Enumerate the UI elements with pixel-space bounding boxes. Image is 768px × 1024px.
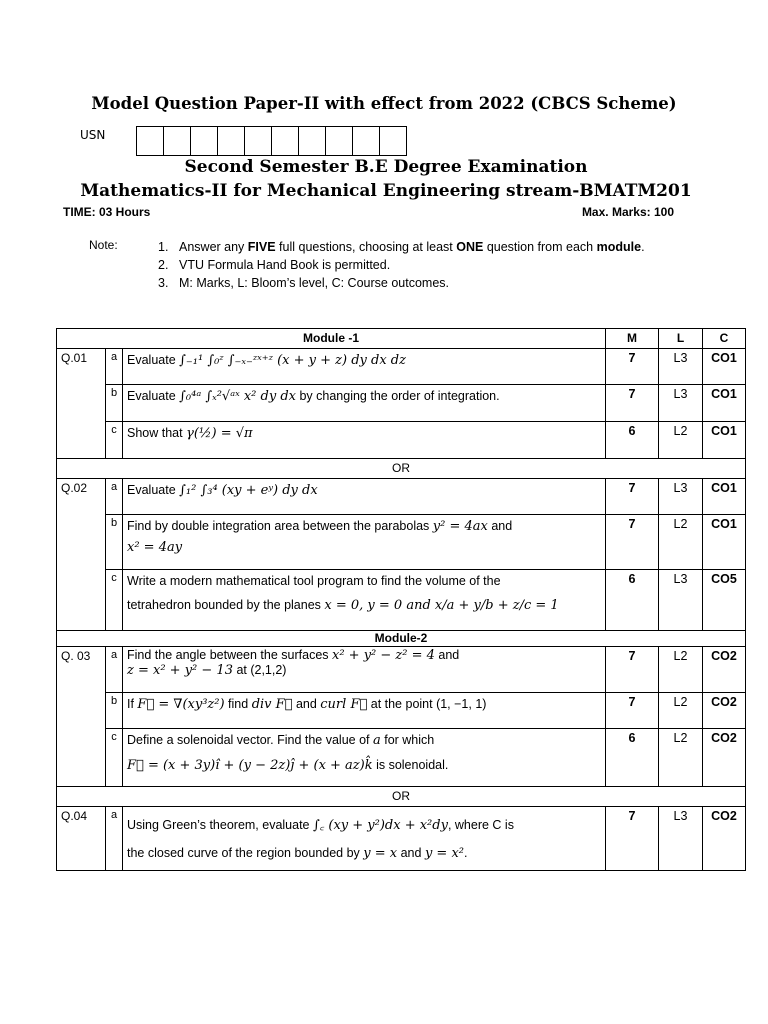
question-suffix: and bbox=[434, 648, 460, 662]
usn-box bbox=[190, 126, 218, 156]
question-prefix: Define a solenoidal vector. Find the value of bbox=[127, 733, 373, 747]
usn-box bbox=[298, 126, 326, 156]
sub-label: a bbox=[106, 647, 123, 693]
question-connector: and bbox=[397, 846, 425, 860]
math-expression: γ(½) = √π bbox=[186, 426, 253, 441]
note-number: 3. bbox=[158, 276, 169, 290]
module-2-heading: Module-2 bbox=[57, 631, 746, 647]
marks-cell: 6 bbox=[606, 729, 659, 787]
question-text bbox=[123, 693, 606, 729]
sub-label: b bbox=[106, 693, 123, 729]
question-suffix: by changing the order of integration. bbox=[295, 389, 500, 403]
marks-cell: 6 bbox=[606, 570, 659, 631]
level-cell: L2 bbox=[659, 422, 703, 459]
sub-label: a bbox=[106, 807, 123, 871]
outcome-cell: CO2 bbox=[703, 693, 746, 729]
table-row bbox=[57, 807, 746, 871]
level-cell: L2 bbox=[659, 515, 703, 570]
level-header: L bbox=[659, 329, 703, 349]
question-prefix: Evaluate bbox=[127, 389, 180, 403]
usn-box bbox=[163, 126, 191, 156]
math-expression: y = x bbox=[363, 846, 398, 861]
question-text bbox=[123, 647, 606, 693]
math-expression: F⃗ = ∇(xy³z²) bbox=[137, 697, 225, 712]
sub-label: c bbox=[106, 729, 123, 787]
question-connector: find bbox=[224, 697, 252, 711]
note-item bbox=[158, 256, 678, 274]
outcome-cell: CO2 bbox=[703, 807, 746, 871]
usn-label: USN bbox=[80, 128, 106, 142]
question-line bbox=[127, 846, 601, 861]
question-line bbox=[127, 758, 601, 773]
math-expression: ∫꜀ (xy + y²)dx + x²dy bbox=[312, 818, 448, 833]
question-prefix: Using Green’s theorem, evaluate bbox=[127, 818, 313, 832]
note-item bbox=[158, 238, 678, 256]
math-expression: y² = 4ax bbox=[432, 519, 488, 534]
marks-cell: 7 bbox=[606, 647, 659, 693]
marks-cell: 7 bbox=[606, 515, 659, 570]
marks-cell: 7 bbox=[606, 385, 659, 422]
level-cell: L2 bbox=[659, 647, 703, 693]
question-line: Write a modern mathematical tool program to find the volume of the bbox=[127, 574, 501, 588]
table-row bbox=[57, 385, 746, 422]
math-expression: div F⃗ bbox=[251, 697, 293, 712]
question-suffix: at (2,1,2) bbox=[232, 663, 287, 677]
sub-label: a bbox=[106, 479, 123, 515]
paper-title: Model Question Paper-II with effect from 2022 (CBCS Scheme) bbox=[91, 94, 677, 113]
level-cell: L3 bbox=[659, 349, 703, 385]
outcome-cell: CO1 bbox=[703, 349, 746, 385]
question-line bbox=[127, 663, 601, 678]
marks-cell: 7 bbox=[606, 349, 659, 385]
question-text bbox=[123, 422, 606, 459]
sub-label: b bbox=[106, 515, 123, 570]
level-cell: L2 bbox=[659, 729, 703, 787]
math-expression: ∫₀⁴ᵃ ∫ₓ²√ᵃˣ x² dy dx bbox=[179, 389, 296, 404]
marks-cell: 7 bbox=[606, 807, 659, 871]
question-line bbox=[127, 598, 601, 613]
question-suffix: at the point (1, −1, 1) bbox=[367, 697, 487, 711]
outcome-header: C bbox=[703, 329, 746, 349]
question-line bbox=[127, 540, 601, 555]
note-label: Note: bbox=[89, 238, 118, 252]
question-prefix: Show that bbox=[127, 426, 187, 440]
usn-box bbox=[325, 126, 353, 156]
exam-title: Second Semester B.E Degree Examination bbox=[184, 157, 588, 177]
question-suffix: , where C is bbox=[447, 818, 514, 832]
note-text: VTU Formula Hand Book is permitted. bbox=[179, 258, 391, 272]
level-cell: L2 bbox=[659, 693, 703, 729]
note-number: 1. bbox=[158, 240, 169, 254]
question-prefix: Evaluate bbox=[127, 353, 180, 367]
table-row bbox=[57, 647, 746, 693]
module-row bbox=[57, 631, 746, 647]
question-prefix: Find by double integration area between the parabolas bbox=[127, 519, 433, 533]
table-row bbox=[57, 515, 746, 570]
sub-label: b bbox=[106, 385, 123, 422]
note-text: M: Marks, L: Bloom’s level, C: Course outcomes. bbox=[179, 276, 449, 290]
question-text bbox=[123, 570, 606, 631]
marks-cell: 7 bbox=[606, 479, 659, 515]
table-row bbox=[57, 422, 746, 459]
exam-time: TIME: 03 Hours bbox=[63, 205, 151, 219]
table-header-row bbox=[57, 329, 746, 349]
question-suffix: is solenoidal. bbox=[372, 758, 449, 772]
question-line bbox=[127, 815, 601, 833]
level-cell: L3 bbox=[659, 385, 703, 422]
question-number: Q. 03 bbox=[57, 647, 106, 787]
usn-box bbox=[136, 126, 164, 156]
question-number: Q.02 bbox=[57, 479, 106, 631]
level-cell: L3 bbox=[659, 807, 703, 871]
usn-box bbox=[217, 126, 245, 156]
outcome-cell: CO1 bbox=[703, 385, 746, 422]
marks-header: M bbox=[606, 329, 659, 349]
sub-label: a bbox=[106, 349, 123, 385]
math-expression: x = 0, y = 0 and x/a + y/b + z/c = 1 bbox=[324, 598, 559, 613]
outcome-cell: CO1 bbox=[703, 515, 746, 570]
subject-title: Mathematics-II for Mechanical Engineering stream-BMATM201 bbox=[80, 181, 692, 201]
math-expression: curl F⃗ bbox=[320, 697, 368, 712]
level-cell: L3 bbox=[659, 479, 703, 515]
usn-box bbox=[244, 126, 272, 156]
table-row bbox=[57, 729, 746, 787]
outcome-cell: CO5 bbox=[703, 570, 746, 631]
question-text bbox=[123, 807, 606, 871]
math-expression: z = x² + y² − 13 bbox=[127, 663, 233, 678]
question-suffix: and bbox=[487, 519, 513, 533]
or-row bbox=[57, 787, 746, 807]
usn-box bbox=[379, 126, 407, 156]
table-row bbox=[57, 479, 746, 515]
usn-boxes bbox=[137, 126, 407, 156]
question-text bbox=[123, 349, 606, 385]
usn-box bbox=[271, 126, 299, 156]
question-prefix: If bbox=[127, 697, 138, 711]
question-suffix: . bbox=[463, 846, 468, 860]
question-text bbox=[123, 385, 606, 422]
math-expression: x² = 4ay bbox=[127, 540, 183, 555]
sub-label: c bbox=[106, 422, 123, 459]
math-expression: a bbox=[372, 733, 381, 748]
outcome-cell: CO2 bbox=[703, 729, 746, 787]
math-expression: ∫₁² ∫₃⁴ (xy + eʸ) dy dx bbox=[179, 483, 318, 498]
question-text bbox=[123, 729, 606, 787]
note-item bbox=[158, 274, 678, 292]
question-prefix: Evaluate bbox=[127, 483, 180, 497]
question-connector: and bbox=[292, 697, 321, 711]
question-line bbox=[127, 648, 601, 663]
marks-cell: 7 bbox=[606, 693, 659, 729]
question-line bbox=[127, 519, 601, 534]
question-text bbox=[123, 515, 606, 570]
outcome-cell: CO2 bbox=[703, 647, 746, 693]
sub-label: c bbox=[106, 570, 123, 631]
question-prefix: Find the angle between the surfaces bbox=[127, 648, 332, 662]
table-row bbox=[57, 570, 746, 631]
table-row bbox=[57, 693, 746, 729]
question-number: Q.04 bbox=[57, 807, 106, 871]
usn-box bbox=[352, 126, 380, 156]
level-cell: L3 bbox=[659, 570, 703, 631]
note-list bbox=[158, 238, 678, 292]
math-expression: F⃗ = (x + 3y)î + (y − 2z)ĵ + (x + az)k̂ bbox=[127, 758, 373, 773]
question-line bbox=[127, 733, 601, 748]
question-suffix: for which bbox=[380, 733, 435, 747]
marks-cell: 6 bbox=[606, 422, 659, 459]
note-text: Answer any FIVE full questions, choosing at least ONE question from each module. bbox=[179, 240, 645, 254]
max-marks: Max. Marks: 100 bbox=[581, 205, 674, 219]
table-row bbox=[57, 349, 746, 385]
question-table bbox=[56, 328, 746, 871]
note-number: 2. bbox=[158, 258, 169, 272]
math-expression: ∫₋₁¹ ∫₀ᶻ ∫₋ₓ₋ᶻˣ⁺ᶻ (x + y + z) dy dx dz bbox=[179, 353, 406, 368]
or-row bbox=[57, 459, 746, 479]
or-separator: OR bbox=[57, 459, 746, 479]
question-prefix: tetrahedron bounded by the planes bbox=[127, 598, 325, 612]
question-prefix: the closed curve of the region bounded by bbox=[127, 846, 364, 860]
question-text bbox=[123, 479, 606, 515]
outcome-cell: CO1 bbox=[703, 422, 746, 459]
math-expression: x² + y² − z² = 4 bbox=[332, 648, 435, 663]
module-1-heading: Module -1 bbox=[57, 329, 606, 349]
outcome-cell: CO1 bbox=[703, 479, 746, 515]
math-expression: y = x² bbox=[424, 846, 464, 861]
or-separator: OR bbox=[57, 787, 746, 807]
question-number: Q.01 bbox=[57, 349, 106, 459]
